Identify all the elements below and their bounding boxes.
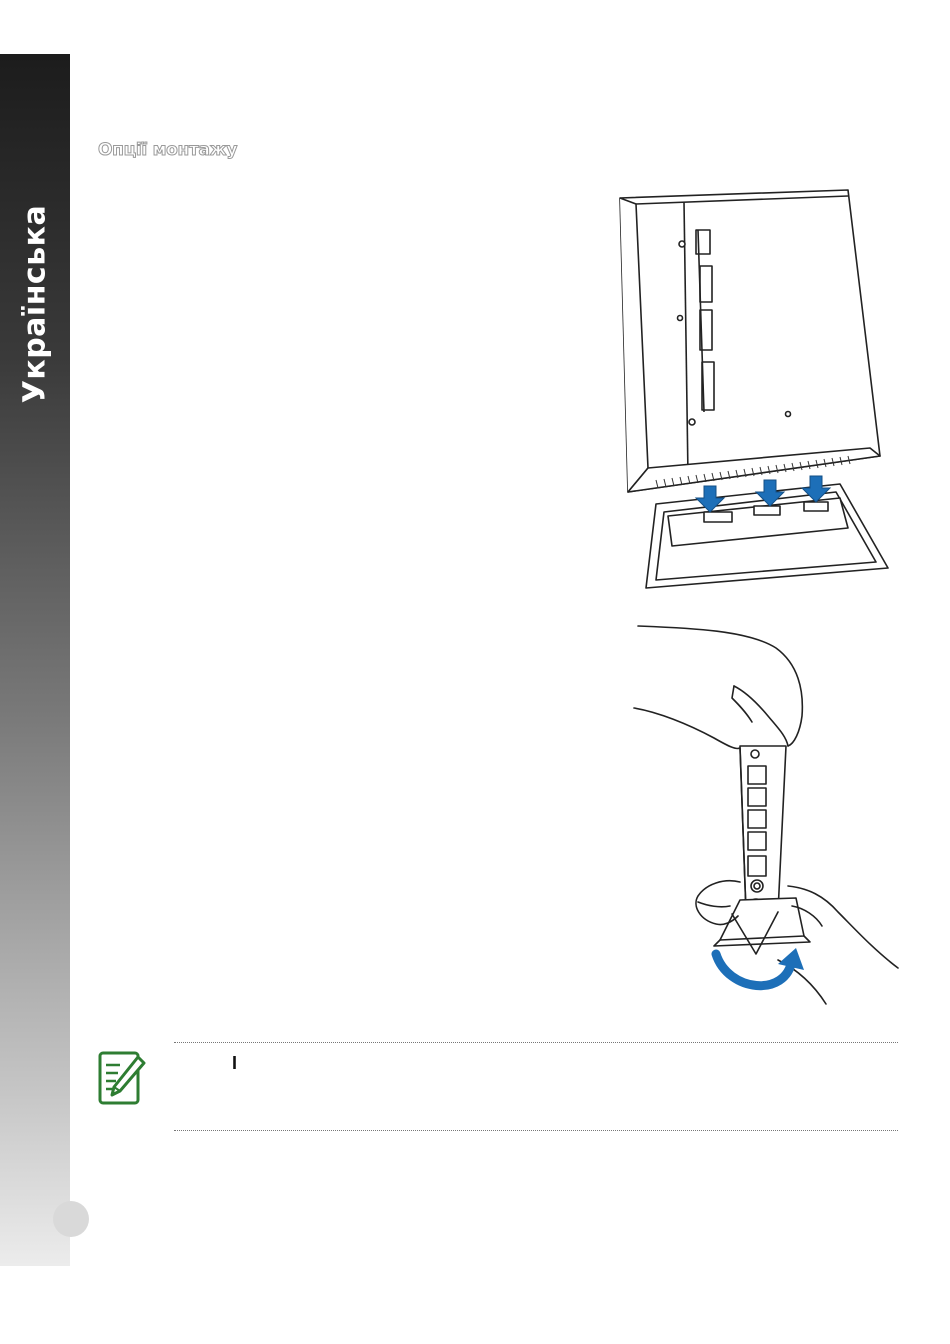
note-pencil-icon bbox=[98, 1049, 146, 1107]
note-text: І bbox=[232, 1053, 238, 1073]
language-side-tab bbox=[0, 54, 70, 1266]
router-stand-illustration bbox=[608, 186, 898, 596]
note-divider-bottom bbox=[174, 1130, 898, 1131]
router-hand-illustration bbox=[628, 620, 908, 1015]
page-number-marker bbox=[53, 1201, 89, 1237]
language-label: Українська bbox=[17, 204, 53, 404]
section-title: Опції монтажу bbox=[98, 140, 238, 160]
note-divider-top bbox=[174, 1042, 898, 1043]
